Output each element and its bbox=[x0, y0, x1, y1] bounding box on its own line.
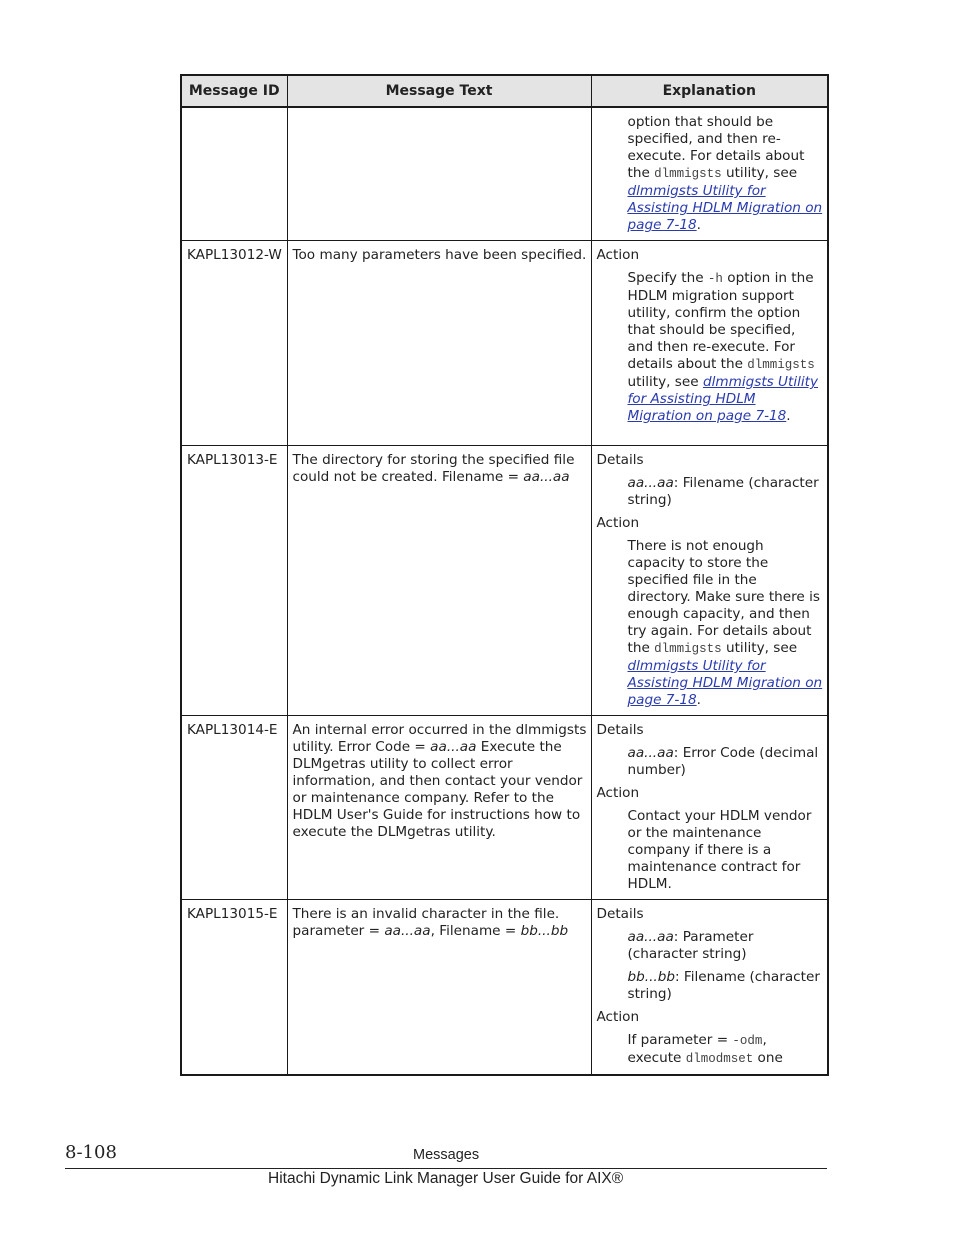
message-text-cell: An internal error occurred in the dlmmigsts utility. Error Code = aa...aa Execute the DLMgetras utility to collect error information, and then contact your vendor or maintenance company. Refer to the HDLM User's Guide for instructions how to execute the DLMgetras utility. bbox=[287, 716, 591, 900]
message-text-cell: Too many parameters have been specified. bbox=[287, 241, 591, 446]
message-id-cell: KAPL13015-E bbox=[181, 900, 287, 1076]
details-text: aa...aa: Parameter (character string) bbox=[627, 929, 754, 962]
footer-divider bbox=[65, 1168, 827, 1169]
table-row bbox=[181, 241, 828, 446]
table-row bbox=[181, 716, 828, 900]
table-row bbox=[181, 107, 828, 241]
cross-reference-link[interactable]: dlmmigsts Utility for Assisting HDLM Migration on page 7-18 bbox=[627, 374, 819, 424]
footer-section: Messages bbox=[413, 1147, 480, 1163]
header-message-text: Message Text bbox=[287, 75, 591, 107]
action-text: option that should be specified, and then re-execute. For details about the dlmmigsts utility, see dlmmigsts Utility for Assisting HDLM Migration on page 7-18. bbox=[627, 114, 823, 233]
message-id-cell: KAPL13013-E bbox=[181, 446, 287, 716]
action-heading: Action bbox=[596, 515, 640, 531]
explanation-cell bbox=[591, 446, 828, 716]
action-heading: Action bbox=[596, 1009, 640, 1025]
explanation-cell bbox=[591, 716, 828, 900]
details-heading: Details bbox=[596, 722, 644, 738]
action-text: If parameter = -odm, execute dlmodmset one bbox=[627, 1032, 783, 1066]
details-heading: Details bbox=[596, 906, 644, 922]
details-text: aa...aa: Filename (character string) bbox=[627, 475, 819, 508]
details-heading: Details bbox=[596, 452, 644, 468]
explanation-cell bbox=[591, 241, 828, 446]
explanation-cell bbox=[591, 107, 828, 241]
message-text-cell bbox=[287, 107, 591, 241]
header-explanation: Explanation bbox=[591, 75, 828, 107]
message-id-cell bbox=[181, 107, 287, 241]
action-text: Specify the -h option in the HDLM migration support utility, confirm the option that should be specified, and then re-execute. For details about the dlmmigsts utility, see dlmmigsts Utility for Assisting HDLM Migration on page 7-18. bbox=[627, 270, 819, 424]
message-id-cell: KAPL13012-W bbox=[181, 241, 287, 446]
footer-book-title: Hitachi Dynamic Link Manager User Guide for AIX® bbox=[268, 1170, 624, 1187]
cross-reference-link[interactable]: dlmmigsts Utility for Assisting HDLM Migration on page 7-18 bbox=[627, 658, 823, 708]
header-message-id: Message ID bbox=[181, 75, 287, 107]
cross-reference-link[interactable]: dlmmigsts Utility for Assisting HDLM Migration on page 7-18 bbox=[627, 183, 823, 233]
explanation-cell bbox=[591, 900, 828, 1076]
details-text: bb...bb: Filename (character string) bbox=[627, 969, 820, 1002]
message-table bbox=[180, 74, 829, 1076]
action-heading: Action bbox=[596, 247, 640, 263]
table-header-row bbox=[181, 75, 828, 107]
table-row bbox=[181, 900, 828, 1076]
page-number: 8-108 bbox=[65, 1142, 117, 1163]
action-text: There is not enough capacity to store the specified file in the directory. Make sure there is enough capacity, and then try again. For details about the dlmmigsts utility, see dlmmigsts Utility for Assisting HDLM Migration on page 7-18. bbox=[627, 538, 823, 708]
message-text-cell: The directory for storing the specified file could not be created. Filename = aa...aa bbox=[287, 446, 591, 716]
action-heading: Action bbox=[596, 785, 640, 801]
action-text: Contact your HDLM vendor or the maintenance company if there is a maintenance contract for HDLM. bbox=[627, 808, 812, 892]
message-text-cell: There is an invalid character in the file. parameter = aa...aa, Filename = bb...bb bbox=[287, 900, 591, 1076]
message-id-cell: KAPL13014-E bbox=[181, 716, 287, 900]
details-text: aa...aa: Error Code (decimal number) bbox=[627, 745, 819, 778]
table-row bbox=[181, 446, 828, 716]
